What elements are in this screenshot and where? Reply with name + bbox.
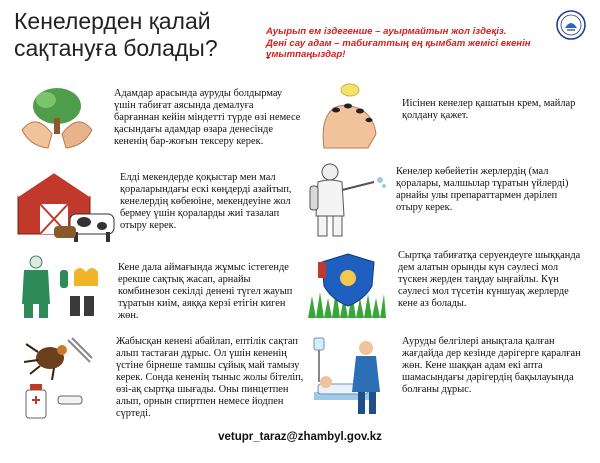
tip-7-line: алып тастаған дұрыс. Ол үшін кененің [116, 348, 287, 359]
protective-suit-icon [14, 254, 104, 320]
tip-4-line: отыру керек. [396, 202, 453, 213]
tip-1-line: кененің бар-жоғын тексеру керек. [114, 136, 264, 147]
tip-6-line: түскен жерден таңдау ыңғайлы. Күн [398, 274, 559, 285]
tip-5-line: Кене дала аймағында жұмыс істегенде [118, 262, 289, 273]
motto-line-2: Дені сау адам – табиғаттың ең қымбат жемісі екенін [266, 37, 531, 49]
tip-7-line: керек. Сонда кененің тыныс жолы бітеліп, [116, 372, 304, 383]
tip-4-line: Кенелер көбейетін жерлердің (мал [396, 166, 549, 177]
tip-text-2 [402, 98, 592, 122]
tip-text-8 [402, 336, 596, 396]
tip-1-line: барғаннан кейін міндетті түрде өзі немесе [114, 112, 301, 123]
tip-text-5 [118, 262, 318, 322]
tip-3-line: отыру керек. [120, 220, 177, 231]
shield-grass-icon [304, 248, 386, 318]
tip-2-line: қолдану қажет. [402, 110, 469, 121]
tip-1-line: қасындағы адамдар өзара денесінде [114, 124, 273, 135]
tip-6-line: Сыртқа табиғатқа серуендеуге шыққанда [398, 250, 581, 261]
tip-8-line: болғаны дұрыс. [402, 384, 472, 395]
title-line-2: сақтануға болады? [14, 35, 218, 61]
motto [266, 26, 552, 61]
tip-7-line: алып, орнын спиртпен немесе йодпен [116, 396, 284, 407]
tip-5-line: тұратын киім, аяққа керзі етігін киген [118, 298, 286, 309]
tip-text-7 [116, 336, 316, 420]
tip-4-line: қоралары, малшылар тұратын үйлерді) [396, 178, 569, 189]
tip-text-3 [120, 172, 320, 232]
tip-8-line: жағдайда дер кезінде дәрігерге қаралған [402, 348, 581, 359]
doctor-patient-icon [312, 334, 388, 418]
motto-line-3: ұмытпаңыздар! [266, 49, 346, 60]
tip-5-line: жөн. [118, 310, 139, 321]
tip-3-line: Елді мекендерде қоқыстар мен мал [120, 172, 276, 183]
contact-email[interactable]: vetupr_taraz@zhambyl.gov.kz [218, 431, 382, 443]
tip-8-line: жөн. Кене шаққан адам екі апта [402, 360, 543, 371]
tip-5-line: комбинезон секілді денені түгел жауып [118, 286, 293, 297]
tip-3-line: қораларындағы ескі көңдерді азайтып, [120, 184, 292, 195]
tip-6-line: дем алатын орынды күн сәулесі мол [398, 262, 559, 273]
emblem-logo-icon [556, 10, 586, 40]
tip-1-line: үшін табиғат аясында демалуға [114, 100, 254, 111]
tip-8-line: Ауруды белгілері анықтала қалған [402, 336, 555, 347]
tip-2-line: Иісінен кенелер қашатын крем, майлар [402, 98, 576, 109]
tip-5-line: ерекше сақтық жасап, арнайы [118, 274, 251, 285]
tick-tweezers-icon [14, 334, 94, 422]
tip-1-line: Адамдар арасында ауруды болдырмау [114, 88, 283, 99]
tip-3-line: кенелердің көбеюіне, мекендеуіне жол [120, 196, 291, 207]
tip-text-1 [114, 88, 314, 148]
tip-7-line: үстіне бірнеше тамшы сұйық май тамызу [116, 360, 300, 371]
tip-7-line: сүртеді. [116, 408, 151, 419]
tip-6-line: кене аз болады. [398, 298, 467, 309]
page-title [14, 8, 264, 62]
spraying-worker-icon [300, 160, 388, 240]
tip-4-line: арнайы улы препараттармен дәрілеп [396, 190, 558, 201]
tip-7-line: өзі-ақ сыртқа шығады. Оны пинцетпен [116, 384, 289, 395]
tip-6-line: сәулесі мол түсетін күншуақ жерлерде [398, 286, 569, 297]
cream-hand-icon [316, 78, 382, 150]
tip-7-line: Жабысқан кенені абайлап, ептілік сақтап [116, 336, 298, 347]
tip-3-line: бермеу үшін қораларды жиі тазалап [120, 208, 280, 219]
title-line-1: Кенелерден қалай [14, 8, 211, 34]
tip-8-line: шамасындағы дәрігердің бақылауында [402, 372, 574, 383]
hands-tree-icon [18, 82, 96, 150]
tip-text-6 [398, 250, 594, 310]
motto-line-1: Ауырып ем іздегенше – ауырмайтын жол іздеқіз. [266, 26, 507, 37]
barn-cow-icon [14, 168, 120, 244]
tip-text-4 [396, 166, 592, 214]
